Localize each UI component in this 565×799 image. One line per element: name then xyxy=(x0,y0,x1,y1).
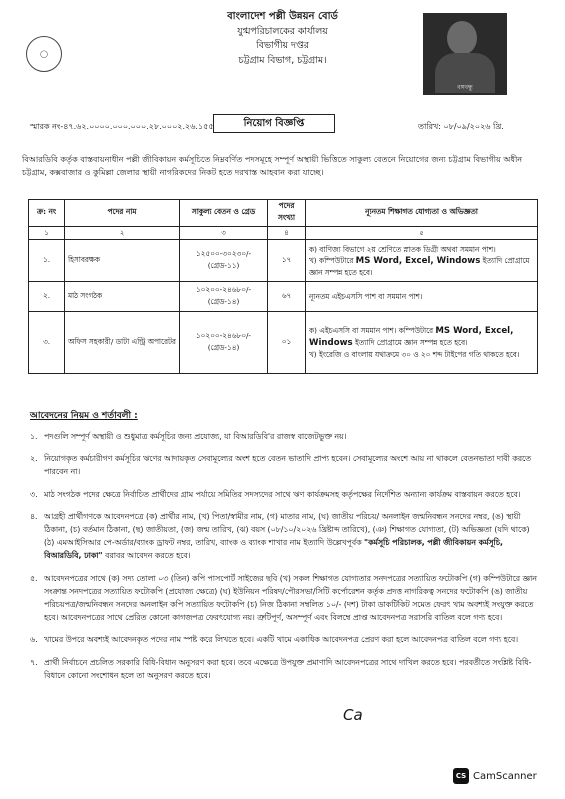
notice-date: তারিখ: ০৮/০৯/২০২৬ খ্রি. xyxy=(418,122,504,131)
table-header-row xyxy=(29,200,538,227)
col-index: ১ xyxy=(29,227,65,240)
rule-number: ৬. xyxy=(30,635,38,645)
row-qualification xyxy=(306,312,538,374)
qualification-text: ইত্যাদি প্রোগ্রামে জ্ঞান সম্পন্ন হতে হবে। xyxy=(309,255,530,277)
division-name: চট্টগ্রাম বিভাগ, চট্টগ্রাম। xyxy=(238,54,327,66)
rules-list xyxy=(30,430,540,691)
rule-item xyxy=(30,430,540,443)
row-pay xyxy=(180,282,268,312)
row-post: অফিস সহকারী/ ডাটা এন্ট্রি অপারেটর xyxy=(65,312,180,374)
posts-table xyxy=(28,199,538,374)
row-qualification: ন্যূনতম এইচএসসি পাশ বা সমমান পাশ। xyxy=(306,282,538,312)
row-post: হিসাবরক্ষক xyxy=(65,240,180,282)
rule-text xyxy=(44,510,540,563)
rule-text: আবেদনপত্রের সাথে (ক) সদ্য তোলা ০৩ (তিন) কপি পাসপোর্ট সাইজের ছবি (খ) সকল শিক্ষাগত যোগ্যতার সনদপত্রের সত্যায়িত ফটোকপি (গ) কম্পিউটারে জ্ঞান সংক্রান্ত সনদপত্রের সত্যায়িত ফটোকপি (প্রযোজ্য ক্ষেত্রে) (ঘ) ইউনিয়ন পরিষদ/পৌরসভা/সিটি কর্পোরেশন কর্তৃক প্রদত্ত নাগরিকত্ব সনদের ফটোকপি (ঙ) জাতীয় পরিচয়পত্র/জন্মনিবন্ধন সনদের অনলাইন কপি সত্যায়িত ফটোকপি (চ) নিজ ঠিকানা সম্বলিত ১০/- (দশ) টাকা ডাকটিকিট সমেত ফেরৎ খাম অবশ্যই সংযুক্ত করতে হবে। আবেদনপত্রের সাথে প্রেরিত কোনো কাগজপত্র ফেরৎযোগ্য নয়। ত্রুটিপূর্ণ, অসম্পূর্ণ এবং বিলম্বে প্রাপ্ত আবেদনপত্র সরাসরি বাতিল বলে গণ্য হবে। xyxy=(44,573,537,623)
rule-number: ৪. xyxy=(30,511,38,521)
qualification-line xyxy=(309,255,534,278)
pay-scale: ১২৫০০-৩০২৩০/- xyxy=(195,248,252,258)
emblem-icon: ◯ xyxy=(26,36,62,72)
rule-item xyxy=(30,510,540,563)
table-index-row xyxy=(29,227,538,240)
rule-text: পদগুলি সম্পূর্ণ অস্থায়ী ও শুধুমাত্র কর্মসূচির জন্য প্রযোজ্য, যা বিআরডিবি'র রাজস্ব বাজেটভুক্ত নয়। xyxy=(44,432,347,441)
row-qualification xyxy=(306,240,538,282)
qualification-software: MS Word, Excel, Windows xyxy=(355,255,481,266)
col-index: ৪ xyxy=(268,227,306,240)
memo-number: স্মারক নং-৪৭.৬২.০০০০.০০০.০০০.২৮.০০০২.২৬.১৫৫ xyxy=(30,122,214,131)
rule-item xyxy=(30,633,540,646)
pay-scale: ১০২০০-২৪৬৮০/- xyxy=(195,330,252,340)
col-index: ২ xyxy=(65,227,180,240)
rule-item xyxy=(30,452,540,478)
row-serial: ১. xyxy=(29,240,65,282)
qualification-line: খ) ইংরেজি ও বাংলায় যথাক্রমে ৩০ ও ২০ শব্দ টাইপের গতি থাকতে হবে। xyxy=(309,350,520,359)
rule-text: খামের উপরে অবশ্যই আবেদনকৃত পদের নাম স্পষ্ট করে লিখতে হবে। একটি খামে একাধিক আবেদনপত্র প্রেরণ করা হলে আবেদনপত্র বাতিল বলে গণ্য হবে। xyxy=(44,635,518,645)
camscanner-label: CamScanner xyxy=(473,770,537,782)
col-header: ন্যূনতম শিক্ষাগত যোগ্যতা ও অভিজ্ঞতা xyxy=(306,200,538,227)
rules-heading: আবেদনের নিয়ম ও শর্তাবলী : xyxy=(30,411,138,421)
qualification-line xyxy=(309,325,534,349)
rule-number: ৭. xyxy=(30,657,38,667)
rule-number: ১. xyxy=(30,432,38,441)
row-pay xyxy=(180,312,268,374)
row-serial: ৩. xyxy=(29,312,65,374)
col-header: সাকুল্য বেতন ও গ্রেড xyxy=(180,200,268,227)
portrait-image xyxy=(423,13,507,95)
portrait-caption: বঙ্গবন্ধু xyxy=(457,84,473,91)
rule-text-part: বরাবর আবেদন করতে হবে। xyxy=(102,551,191,561)
pay-grade: (গ্রেড-১১) xyxy=(207,260,240,270)
camscanner-watermark xyxy=(453,768,537,784)
office-name: যুগ্মপরিচালকের কার্যালয় xyxy=(237,25,328,37)
qualification-text: ইত্যাদি প্রোগ্রামে জ্ঞান সম্পন্ন হতে হবে। xyxy=(352,338,468,347)
intro-paragraph: বিআরডিবি কর্তৃক বাস্তবায়নাধীন পল্লী জীবিকায়ন কর্মসূচিতে নিম্নবর্ণিত পদসমূহে সম্পূর্ণ অস্থায়ী ভিত্তিতে সাকুল্য বেতনে নিয়োগের জন্য চট্টগ্রাম বিভাগীয় অধীন চট্টগ্রাম, কক্সবাজার ও কুমিল্লা জেলার স্থায়ী নাগরিকদের নিকট হতে দরখাস্ত আহবান করা যাচ্ছে। xyxy=(22,154,523,177)
rule-text-part: আগ্রহী প্রার্থীগণকে আবেদনপত্রে (ক) প্রার্থীর নাম, (খ) পিতা/স্বামীর নাম, (গ) মাতার নাম, (ঘ) জাতীয় পরিচয়/ অনলাইন জন্মনিবন্ধন সনদের নম্বর, (ঙ) স্থায়ী ঠিকানা, (চ) বর্তমান ঠিকানা, (ছ) জাতীয়তা, (জ) জন্ম তারিখ, (ঝ) বয়স (০৮/১০/২০২৬ খ্রিষ্টাব্দ তারিখে), (ঞ) শিক্ষাগত যোগ্যতা, (ট) অভিজ্ঞতা (যদি থাকে) (ঠ) এমআইসিআর পে-অর্ডার/ব্যাংক ড্রাফট নম্বর, তারিখ, ব্যাংক ও ব্যাংক শাখার নাম ইত্যাদি উল্লেখপূর্বক xyxy=(44,511,530,548)
row-count: ০১ xyxy=(268,312,306,374)
letterhead xyxy=(150,10,415,68)
col-index: ৫ xyxy=(306,227,538,240)
pay-scale: ১০২০০-২৪৬৮০/- xyxy=(195,284,252,294)
rule-text: নিয়োগকৃত কর্মচারীগণ কর্মসূচির ঋণের আদায়কৃত সেবামূল্যের অংশ হতে বেতন ভাতাদি প্রাপ্য হবেন। সেবামূল্যের অংশে আয় না থাকলে বেতনভাতা দাবী করতে পারবেন না। xyxy=(44,454,532,477)
qualification-text: ক) এইচএসসি বা সমমান পাশ। কম্পিউটারে xyxy=(309,326,436,335)
portrait-face xyxy=(447,21,477,55)
row-count: ৬৭ xyxy=(268,282,306,312)
table-row xyxy=(29,282,538,312)
pay-grade: (গ্রেড-১৪) xyxy=(207,296,240,306)
rule-text-bold: "কর্মসূচি পরিচালক, পল্লী জীবিকায়ন কর্মসূচি, বিআরডিবি, ঢাকা" xyxy=(44,538,503,561)
rule-text: প্রার্থী নির্বাচনে প্রচলিত সরকারি বিধি-বিধান অনুসরণ করা হবে। তবে এক্ষেত্রে উপযুক্ত প্রমাণাদি আবেদনপত্রের সাথে দাখিল করতে হবে। পরবর্তীতে সংশ্লিষ্ট বিধি-বিধানে কোনো সংশোধন হলে তা অনুসরণ করতে হবে। xyxy=(44,657,532,680)
col-header: পদের নাম xyxy=(65,200,180,227)
qualification-line: ক) বাণিজ্য বিভাগে ২য় শ্রেণিতে স্নাতক ডিগ্রী অথবা সমমান পাশ। xyxy=(309,244,496,254)
col-header: ক্র: নং xyxy=(29,200,65,227)
rule-number: ২. xyxy=(30,454,38,464)
table-row xyxy=(29,312,538,374)
qualification-text: খ) কম্পিউটারে xyxy=(309,255,356,265)
row-post: মাঠ সংগঠক xyxy=(65,282,180,312)
department-name: বিভাগীয় দপ্তর xyxy=(256,40,309,51)
row-serial: ২. xyxy=(29,282,65,312)
signature-mark: Ca xyxy=(343,706,363,724)
rule-number: ৫. xyxy=(30,573,38,583)
camscanner-logo-icon: CS xyxy=(453,768,469,784)
qualification-software: MS Word, Excel, Windows xyxy=(309,326,514,348)
col-index: ৩ xyxy=(180,227,268,240)
rule-text: মাঠ সংগঠক পদের ক্ষেত্রে নির্বাচিত প্রার্থীদের গ্রাম পর্যায়ে সমিতির সদস্যদের সাথে ঋণ কার্যক্রমসহ কর্তৃপক্ষের নির্দেশিত অন্যান্য কার্যক্রম বাস্তবায়ন করতে হবে। xyxy=(44,489,521,499)
notice-title: নিয়োগ বিজ্ঞপ্তি xyxy=(213,114,335,133)
pay-grade: (গ্রেড-১৪) xyxy=(207,342,240,352)
row-pay xyxy=(180,240,268,282)
row-count: ১৭ xyxy=(268,240,306,282)
rule-number: ৩. xyxy=(30,489,38,499)
rule-item xyxy=(30,572,540,625)
col-header: পদের সংখ্যা xyxy=(268,200,306,227)
rule-item xyxy=(30,488,540,501)
table-row xyxy=(29,240,538,282)
rule-item xyxy=(30,656,540,682)
org-name: বাংলাদেশ পল্লী উন্নয়ন বোর্ড xyxy=(227,11,338,22)
